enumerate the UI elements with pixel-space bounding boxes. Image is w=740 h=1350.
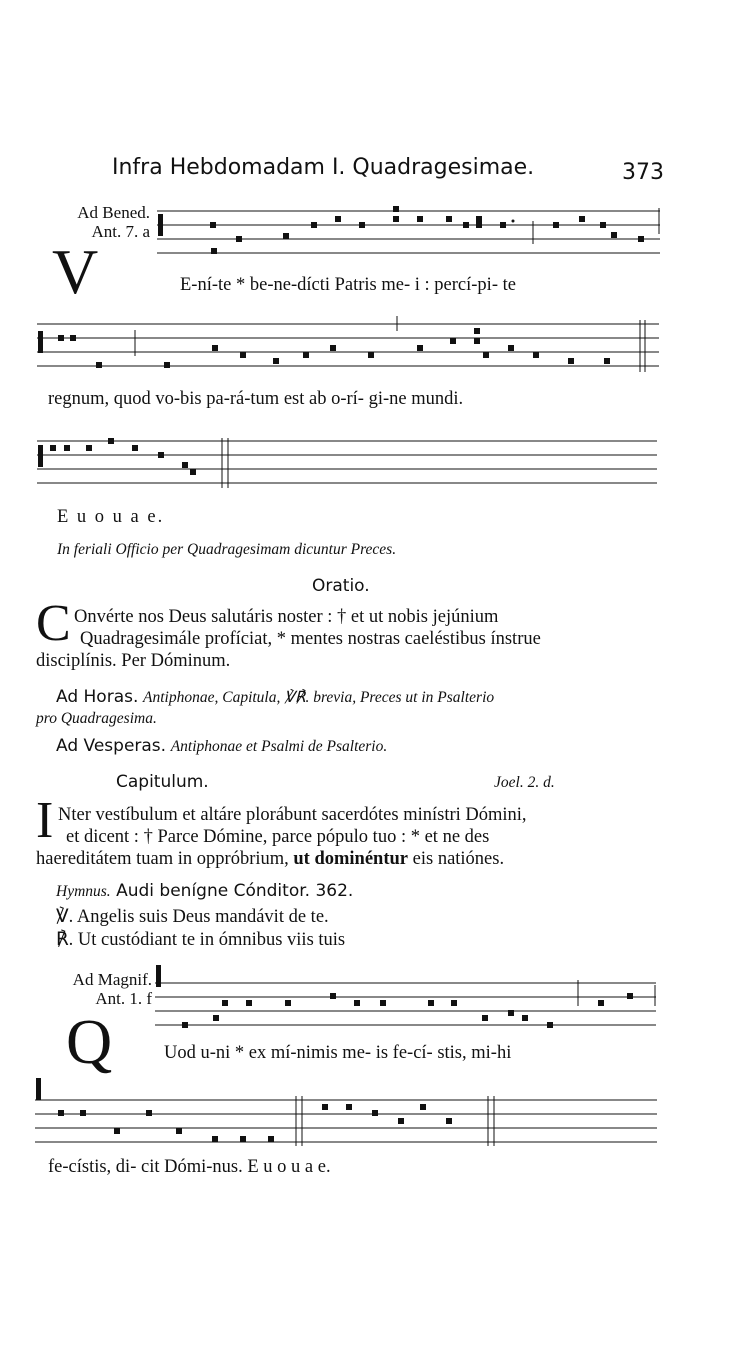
ad-horas-text: Antiphonae, Capitula, ℣℟. brevia, Preces ut in Psalterio <box>143 689 495 706</box>
hymnus-text: Audi benígne Cónditor. 362. <box>110 881 354 901</box>
chant2-lyrics-line1: Uod u-ni * ex mí-nimis me- is fe-cí- stis, mi-hi <box>164 1043 512 1063</box>
chant1-label: Ad Bened. Ant. 7. a <box>77 203 150 241</box>
chant2-initial: Q <box>66 1006 113 1077</box>
staff-2 <box>37 316 659 372</box>
capitulum-initial: I <box>36 792 54 849</box>
staff-3 <box>37 438 657 488</box>
ad-vesperas <box>56 735 387 758</box>
oratio-title: Oratio. <box>312 576 370 596</box>
ad-horas-text2: pro Quadragesima. <box>36 710 157 727</box>
capitulum-title: Capitulum. <box>116 772 209 792</box>
chant1-euouae: E u o u a e. <box>57 507 165 527</box>
rubric-preces: In feriali Officio per Quadragesimam dicuntur Preces. <box>57 541 397 558</box>
ad-vesperas-label: Ad Vesperas. <box>56 736 167 756</box>
chant1-lyrics-line2: regnum, quod vo-bis pa-rá-tum est ab o-rí- gi-ne mundi. <box>48 389 464 409</box>
staff-1 <box>157 206 660 254</box>
capitulum-line3-a: haereditátem tuam in oppróbrium, <box>36 849 294 869</box>
capitulum-line3-b: ut dominéntur <box>293 849 409 869</box>
chant2-lyrics-line2: fe-cístis, di- cit Dómi-nus. E u o u a e. <box>48 1157 331 1177</box>
chant1-lyrics-line1: E-ní-te * be-ne-dícti Patris me- i : percí-pi- te <box>180 275 516 295</box>
chant1-initial: V <box>52 236 99 307</box>
staff-4 <box>155 965 656 1028</box>
staff-5 <box>35 1078 657 1146</box>
capitulum-line3 <box>36 848 504 870</box>
oratio-line3: disciplínis. Per Dóminum. <box>36 651 231 671</box>
response: ℟. Ut custódiant te in ómnibus viis tuis <box>56 930 346 950</box>
oratio-initial: C <box>36 595 71 652</box>
oratio-line2: Quadragesimále profíciat, * mentes nostras caeléstibus ínstrue <box>80 629 541 649</box>
hymnus-label: Hymnus. <box>56 883 111 900</box>
capitulum-line1: Nter vestíbulum et altáre plorábunt sacerdótes minístri Dómini, <box>58 805 527 825</box>
capitulum-line2: et dicent : † Parce Dómine, parce pópulo tuo : * et ne des <box>66 827 490 847</box>
page-title: Infra Hebdomadam I. Quadragesimae. <box>112 155 535 180</box>
ad-vesperas-text: Antiphonae et Psalmi de Psalterio. <box>170 738 388 755</box>
page-number: 373 <box>622 160 664 185</box>
ad-horas <box>56 686 494 709</box>
versicle: ℣. Angelis suis Deus mandávit de te. <box>56 907 329 927</box>
hymnus <box>56 880 353 903</box>
ad-horas-label: Ad Horas. <box>56 687 139 707</box>
chant2-label: Ad Magnif. Ant. 1. f <box>72 970 152 1008</box>
capitulum-line3-c: eis natiónes. <box>408 849 505 869</box>
oratio-line1: Onvérte nos Deus salutáris noster : † et ut nobis jejúnium <box>74 607 499 627</box>
capitulum-ref: Joel. 2. d. <box>494 774 555 791</box>
